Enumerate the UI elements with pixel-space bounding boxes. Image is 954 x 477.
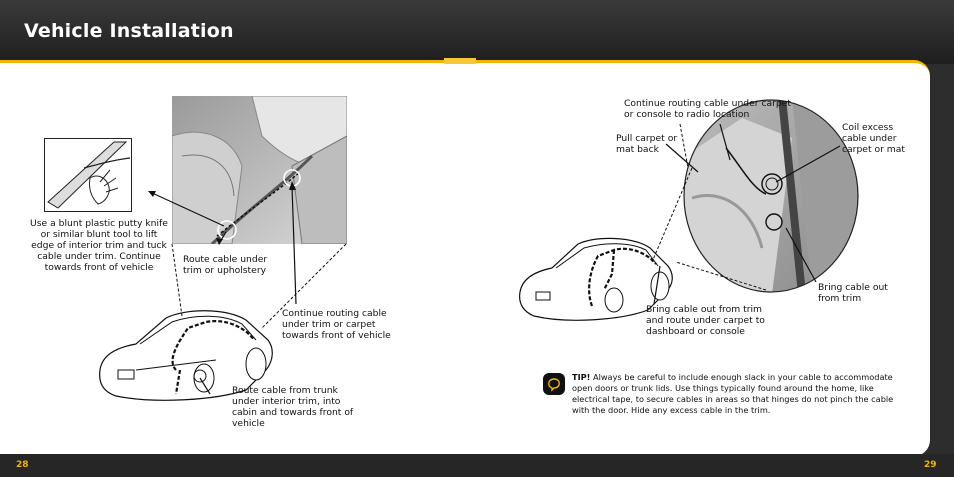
caption-route-from-trunk: Route cable from trunk under interior trim, into cabin and towards front of vehicle [232, 385, 354, 429]
footer-bar [0, 454, 954, 477]
tip-body: Always be careful to include enough slack in your cable to accommodate open doors or trunk lids. Use things typically found around the home, like electrical tape, to secure cables in areas so that hinges do not pinch the cable with the door. Hide any excess cable in the trim. [572, 372, 894, 415]
tip-icon [543, 373, 565, 395]
caption-route-under-trim: Route cable under trim or upholstery [183, 254, 268, 276]
caption-putty-knife: Use a blunt plastic putty knife or similar blunt tool to lift edge of interior trim and tuck cable under trim. Continue towards front of vehicle [30, 218, 168, 273]
page-number-right: 29 [924, 460, 937, 470]
caption-bring-out-route-dash: Bring cable out from trim and route under carpet to dashboard or console [646, 304, 765, 337]
caption-continue-to-radio: Continue routing cable under carpet or console to radio location [624, 98, 791, 120]
page-title: Vehicle Installation [24, 20, 234, 42]
tip-text [572, 372, 912, 416]
caption-pull-carpet: Pull carpet or mat back [616, 133, 678, 155]
caption-coil-excess: Coil excess cable under carpet or mat [842, 122, 905, 155]
tip-label: TIP! [572, 372, 591, 382]
page-number-left: 28 [16, 460, 29, 470]
caption-continue-routing: Continue routing cable under trim or carpet towards front of vehicle [282, 308, 391, 341]
caption-bring-out-from-trim: Bring cable out from trim [818, 282, 888, 304]
